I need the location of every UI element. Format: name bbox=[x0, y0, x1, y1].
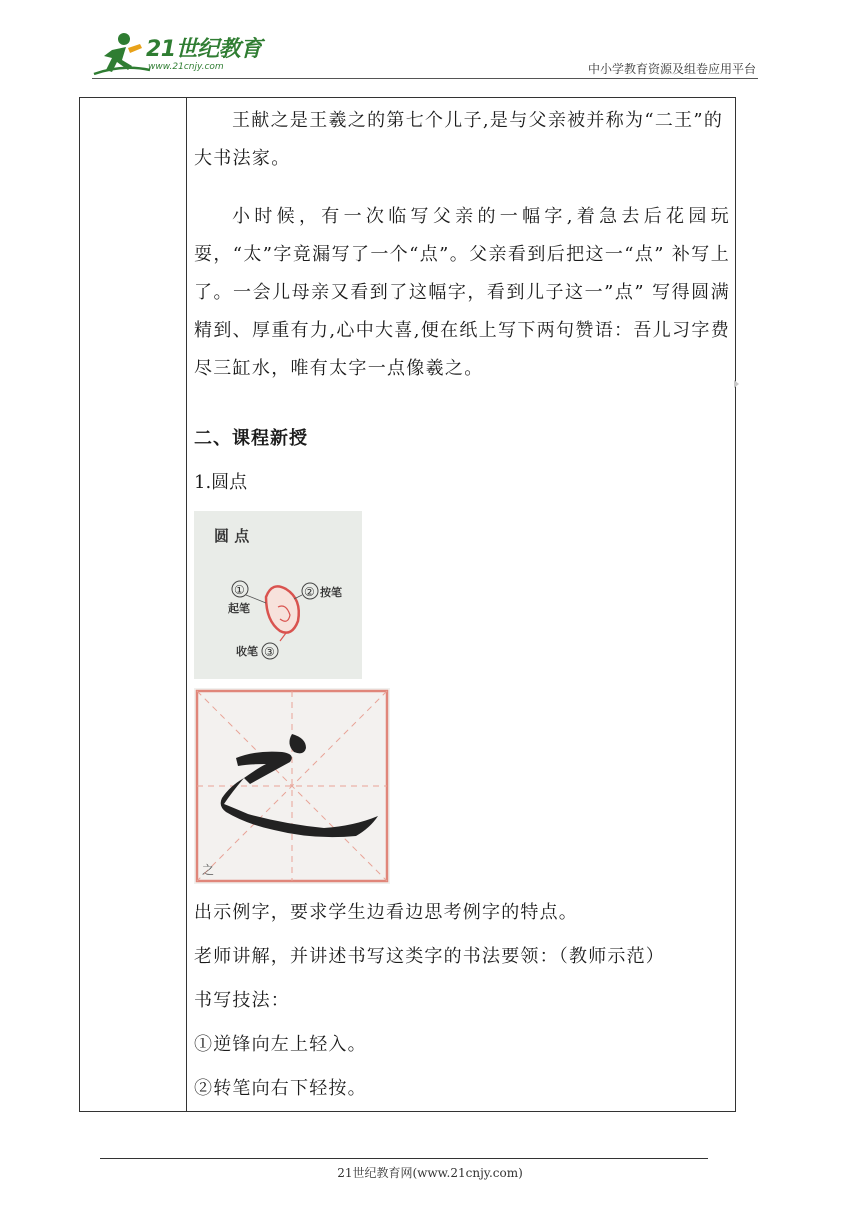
instruction-line-1: 出示例字，要求学生边看边思考例字的特点。 bbox=[194, 902, 578, 923]
label-2-text: 按笔 bbox=[320, 586, 342, 599]
story-paragraph-1: 王献之是王羲之的第七个儿子,是与父亲被并称为“二王”的大书法家。 bbox=[194, 110, 724, 169]
logo-url: www.21cnjy.com bbox=[148, 62, 224, 72]
label-3-text: 收笔 bbox=[236, 645, 258, 658]
story-paragraph-2: 小时候，有一次临写父亲的一幅字,着急去后花园玩耍，“太”字竟漏写了一个“点”。父亲看到后把这一“点” 补写上了。一会儿母亲又看到了这幅字，看到儿子这一”点” 写得圆满精到、厚重有力,心中大喜,便在纸上写下两句赞语：吾儿习字费尽三缸水，唯有太字一点像羲之。 bbox=[194, 206, 730, 379]
instruction-line-2: 老师讲解，并讲述书写这类字的书法要领：（教师示范） bbox=[194, 946, 665, 967]
column-divider bbox=[186, 98, 187, 1111]
technique-step-2: ②转笔向右下轻按。 bbox=[194, 1078, 367, 1099]
footer-divider bbox=[100, 1158, 708, 1159]
lesson-table bbox=[79, 97, 736, 1112]
header-tagline: 中小学教育资源及组卷应用平台 bbox=[587, 62, 756, 76]
diagram-title: 圆 点 bbox=[214, 527, 250, 545]
label-1: ① bbox=[234, 583, 245, 597]
grid-caption: 之 bbox=[202, 863, 215, 877]
runner-icon bbox=[92, 30, 152, 80]
round-dot-diagram bbox=[194, 511, 362, 679]
technique-heading: 书写技法： bbox=[194, 990, 290, 1011]
header-divider bbox=[92, 78, 758, 79]
technique-step-1: ①逆锋向左上轻入。 bbox=[194, 1034, 367, 1055]
logo-text: 21世纪教育 bbox=[146, 37, 262, 62]
subsection-heading: 1.圆点 bbox=[194, 472, 248, 493]
site-logo[interactable] bbox=[92, 30, 262, 80]
label-1-text: 起笔 bbox=[228, 602, 250, 615]
page-header bbox=[0, 0, 860, 80]
label-2: ② bbox=[304, 585, 315, 599]
section-heading: 二、课程新授 bbox=[194, 428, 308, 449]
label-3: ③ bbox=[264, 645, 275, 659]
zhi-character-grid bbox=[194, 688, 390, 884]
page-footer[interactable]: 21世纪教育网(www.21cnjy.com) bbox=[337, 1166, 523, 1180]
scroll-marker-icon bbox=[734, 380, 739, 388]
